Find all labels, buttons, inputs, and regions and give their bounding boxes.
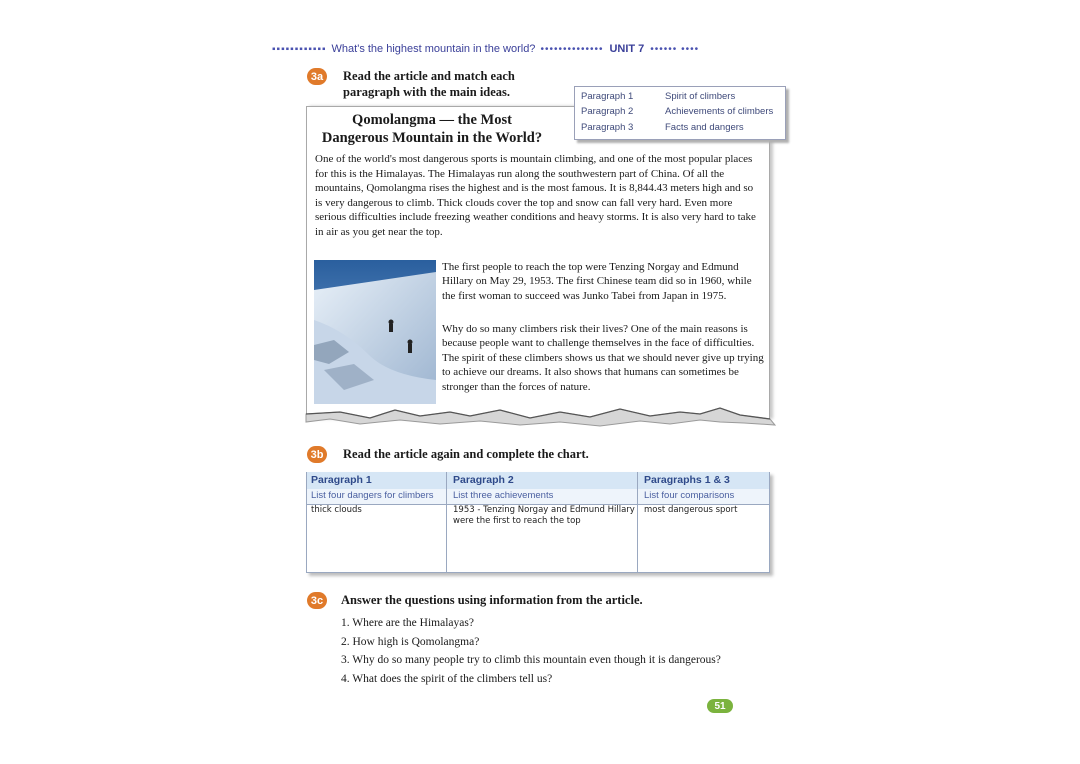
chart-column-divider bbox=[637, 472, 638, 573]
question-item: 1. Where are the Himalayas? bbox=[341, 617, 474, 629]
article-paragraph-1: One of the world's most dangerous sports is mountain climbing, and one of the most popular places for this is the Himalayas. The Himalayas run along the southwestern part of China. Of all the mountains, Qomolangma rises the highest and is the most famous. It is 8,844.43 meters high and so is very dangerous to climb. Thick clouds cover the top and snow can fall very hard. Even more serious difficulties include freezing weather conditions and heavy storms. It is also very hard to take in air as you get near the top. bbox=[315, 153, 756, 238]
question-item: 3. Why do so many people try to climb this mountain even though it is dangerous? bbox=[341, 654, 721, 666]
header-dots-left: ▪▪▪▪▪▪▪▪▪▪▪▪ bbox=[272, 43, 327, 55]
chart-task-cell: List four dangers for climbers bbox=[307, 489, 446, 504]
torn-paper-edge bbox=[300, 400, 780, 434]
unit-label: UNIT 7 bbox=[609, 43, 645, 55]
match-paragraph: Paragraph 3 bbox=[581, 122, 634, 133]
section-3c-badge: 3c bbox=[307, 592, 327, 609]
header-dots-right: •••••• •••• bbox=[650, 43, 700, 55]
section-3c-instruction: Answer the questions using information from the article. bbox=[341, 593, 643, 607]
chart-header-cell: Paragraph 1 bbox=[307, 472, 446, 489]
article-title bbox=[312, 111, 552, 147]
chart-column-divider bbox=[446, 472, 447, 573]
unit-header bbox=[272, 42, 812, 56]
header-question: What's the highest mountain in the world? bbox=[331, 43, 536, 55]
page-number: 51 bbox=[707, 699, 733, 713]
match-row bbox=[581, 91, 781, 105]
chart-header-cell: Paragraph 2 bbox=[447, 472, 637, 489]
chart-answer-cell[interactable]: most dangerous sport bbox=[644, 505, 738, 515]
match-paragraph: Paragraph 1 bbox=[581, 91, 634, 102]
comparison-chart bbox=[306, 472, 770, 574]
article-paragraph-2: The first people to reach the top were Tenzing Norgay and Edmund Hillary on May 29, 1953. The first Chinese team did so in 1960, while the first woman to succeed was Junko Tabei from Japan in 1975. bbox=[442, 261, 752, 302]
instruction-line: Read the article and match each bbox=[343, 69, 515, 83]
chart-header-cell: Paragraphs 1 & 3 bbox=[638, 472, 769, 489]
question-list bbox=[341, 614, 771, 688]
section-3a-badge: 3a bbox=[307, 68, 327, 85]
match-idea: Achievements of climbers bbox=[665, 106, 774, 117]
title-line: Dangerous Mountain in the World? bbox=[321, 130, 543, 146]
match-paragraph: Paragraph 2 bbox=[581, 106, 634, 117]
section-3b-badge: 3b bbox=[307, 446, 327, 463]
match-idea: Facts and dangers bbox=[665, 122, 744, 133]
question-item: 4. What does the spirit of the climbers tell us? bbox=[341, 672, 553, 685]
instruction-line: paragraph with the main ideas. bbox=[343, 85, 511, 99]
chart-row-divider bbox=[306, 504, 770, 505]
section-3a-instruction bbox=[343, 68, 573, 100]
chart-answer-cell[interactable]: thick clouds bbox=[311, 505, 362, 515]
question-item: 2. How high is Qomolangma? bbox=[341, 635, 480, 648]
match-idea: Spirit of climbers bbox=[665, 91, 736, 102]
chart-task-cell: List four comparisons bbox=[638, 489, 769, 504]
chart-answer-cell[interactable]: 1953 - Tenzing Norgay and Edmund Hillary were the first to reach the top bbox=[453, 505, 635, 526]
section-3b-instruction: Read the article again and complete the chart. bbox=[343, 447, 589, 461]
match-ideas-box bbox=[574, 86, 786, 140]
mountain-climbers-photo bbox=[314, 260, 436, 404]
article-paragraph-3: Why do so many climbers risk their lives? One of the main reasons is because people want to challenge themselves in the face of difficulties. The spirit of these climbers shows us that we should never give up trying to achieve our dreams. It also shows that humans can sometimes be stronger than the forces of nature. bbox=[442, 323, 764, 393]
match-row bbox=[581, 106, 781, 120]
chart-task-cell: List three achievements bbox=[447, 489, 637, 504]
match-row bbox=[581, 122, 781, 136]
title-line: Qomolangma — the Most bbox=[352, 112, 512, 128]
header-dots-middle: •••••••••••••• bbox=[540, 43, 604, 55]
